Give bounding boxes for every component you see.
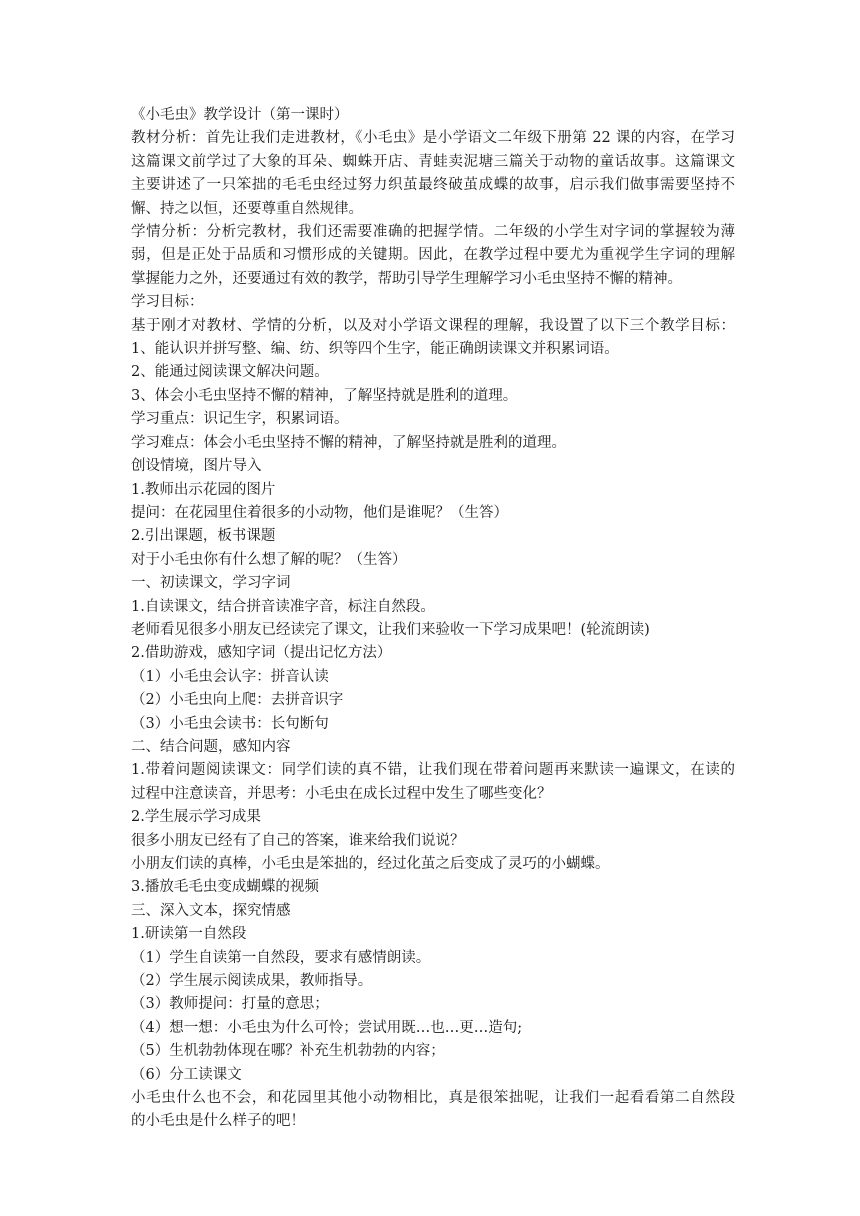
text-line: 3、体会小毛虫坚持不懈的精神，了解坚持就是胜利的道理。 bbox=[131, 387, 518, 404]
text-line: 2.借助游戏，感知字词（提出记忆方法） bbox=[131, 645, 392, 662]
text-line: 3.播放毛毛虫变成蝴蝶的视频 bbox=[131, 879, 319, 896]
text-line: 懈、持之以恒，还要尊重自然规律。 bbox=[131, 200, 363, 217]
text-line: （2）小毛虫向上爬：去拼音识字 bbox=[131, 692, 344, 709]
text-line: （1）小毛虫会认字：拼音认读 bbox=[131, 668, 329, 685]
text-line: 学情分析：分析完教材，我们还需要准确的把握学情。二年级的小学生对字词的掌握较为薄 bbox=[131, 224, 735, 241]
text-line: 《小毛虫》教学设计（第一课时） bbox=[131, 107, 349, 123]
text-line: 主要讲述了一只笨拙的毛毛虫经过努力织茧最终破茧成蝶的故事，启示我们做事需要坚持不 bbox=[131, 177, 735, 194]
text-line: 1、能认识并拼写整、编、纺、织等四个生字，能正确朗读课文并积累词语。 bbox=[131, 341, 619, 358]
text-line: 二、结合问题，感知内容 bbox=[131, 738, 291, 755]
text-line: 的小毛虫是什么样子的吧！ bbox=[131, 1113, 305, 1130]
text-line: （3）小毛虫会读书：长句断句 bbox=[131, 715, 329, 732]
text-line: 2.学生展示学习成果 bbox=[131, 809, 261, 826]
text-line: 创设情境，图片导入 bbox=[131, 458, 262, 475]
text-line: （4）想一想：小毛虫为什么可怜；尝试用既…也…更…造句; bbox=[131, 1019, 523, 1036]
text-line: （6）分工读课文 bbox=[131, 1066, 242, 1083]
text-line: 教材分析：首先让我们走进教材，《小毛虫》是小学语文二年级下册第 22 课的内容，在学习 bbox=[131, 130, 735, 147]
text-line: 2、能通过阅读课文解决问题。 bbox=[131, 364, 329, 381]
text-line: 一、初读课文，学习字词 bbox=[131, 575, 291, 592]
text-line: （3）教师提问：打量的意思； bbox=[131, 996, 329, 1013]
text-line: 学习难点：体会小毛虫坚持不懈的精神，了解坚持就是胜利的道理。 bbox=[131, 434, 566, 451]
text-line: 掌握能力之外，还要通过有效的教学，帮助引导学生理解学习小毛虫坚持不懈的精神。 bbox=[131, 270, 682, 287]
document-body bbox=[131, 104, 735, 1134]
text-line: （2）学生展示阅读成果，教师指导。 bbox=[131, 973, 373, 990]
text-line: 这篇课文前学过了大象的耳朵、蜘蛛开店、青蛙卖泥塘三篇关于动物的童话故事。这篇课文 bbox=[131, 153, 735, 170]
text-line: 学习重点：识记生字，积累词语。 bbox=[131, 411, 349, 428]
text-line: 老师看见很多小朋友已经读完了课文，让我们来验收一下学习成果吧！(轮流朗读) bbox=[131, 621, 650, 638]
text-line: 学习目标： bbox=[131, 294, 204, 311]
text-line: 1.自读课文，结合拼音读准字音，标注自然段。 bbox=[131, 598, 435, 615]
text-line: （5）生机勃勃体现在哪？补充生机勃勃的内容； bbox=[131, 1043, 445, 1060]
text-line: 1.研读第一自然段 bbox=[131, 926, 247, 943]
text-line: 很多小朋友已经有了自己的答案，谁来给我们说说？ bbox=[131, 832, 465, 849]
text-line: 弱，但是正处于品质和习惯形成的关键期。因此，在教学过程中要尤为重视学生字词的理解 bbox=[131, 247, 735, 264]
text-line: 2.引出课题，板书课题 bbox=[131, 528, 276, 545]
text-line: 基于刚才对教材、学情的分析，以及对小学语文课程的理解，我设置了以下三个教学目标： bbox=[131, 317, 735, 334]
text-line: （1）学生自读第一自然段，要求有感情朗读。 bbox=[131, 949, 431, 966]
text-line: 小朋友们读的真棒，小毛虫是笨拙的，经过化茧之后变成了灵巧的小蝴蝶。 bbox=[131, 856, 610, 872]
text-line: 小毛虫什么也不会，和花园里其他小动物相比，真是很笨拙呢，让我们一起看看第二自然段 bbox=[131, 1090, 735, 1107]
text-line: 过程中注意读音，并思考：小毛虫在成长过程中发生了哪些变化？ bbox=[131, 785, 552, 802]
text-line: 对于小毛虫你有什么想了解的呢？（生答） bbox=[131, 551, 407, 568]
text-line: 三、深入文本，探究情感 bbox=[131, 902, 291, 919]
text-line: 1.教师出示花园的图片 bbox=[131, 481, 276, 498]
text-line: 1.带着问题阅读课文：同学们读的真不错，让我们现在带着问题再来默读一遍课文，在读的 bbox=[131, 762, 735, 779]
text-line: 提问：在花园里住着很多的小动物，他们是谁呢？（生答） bbox=[131, 504, 508, 521]
